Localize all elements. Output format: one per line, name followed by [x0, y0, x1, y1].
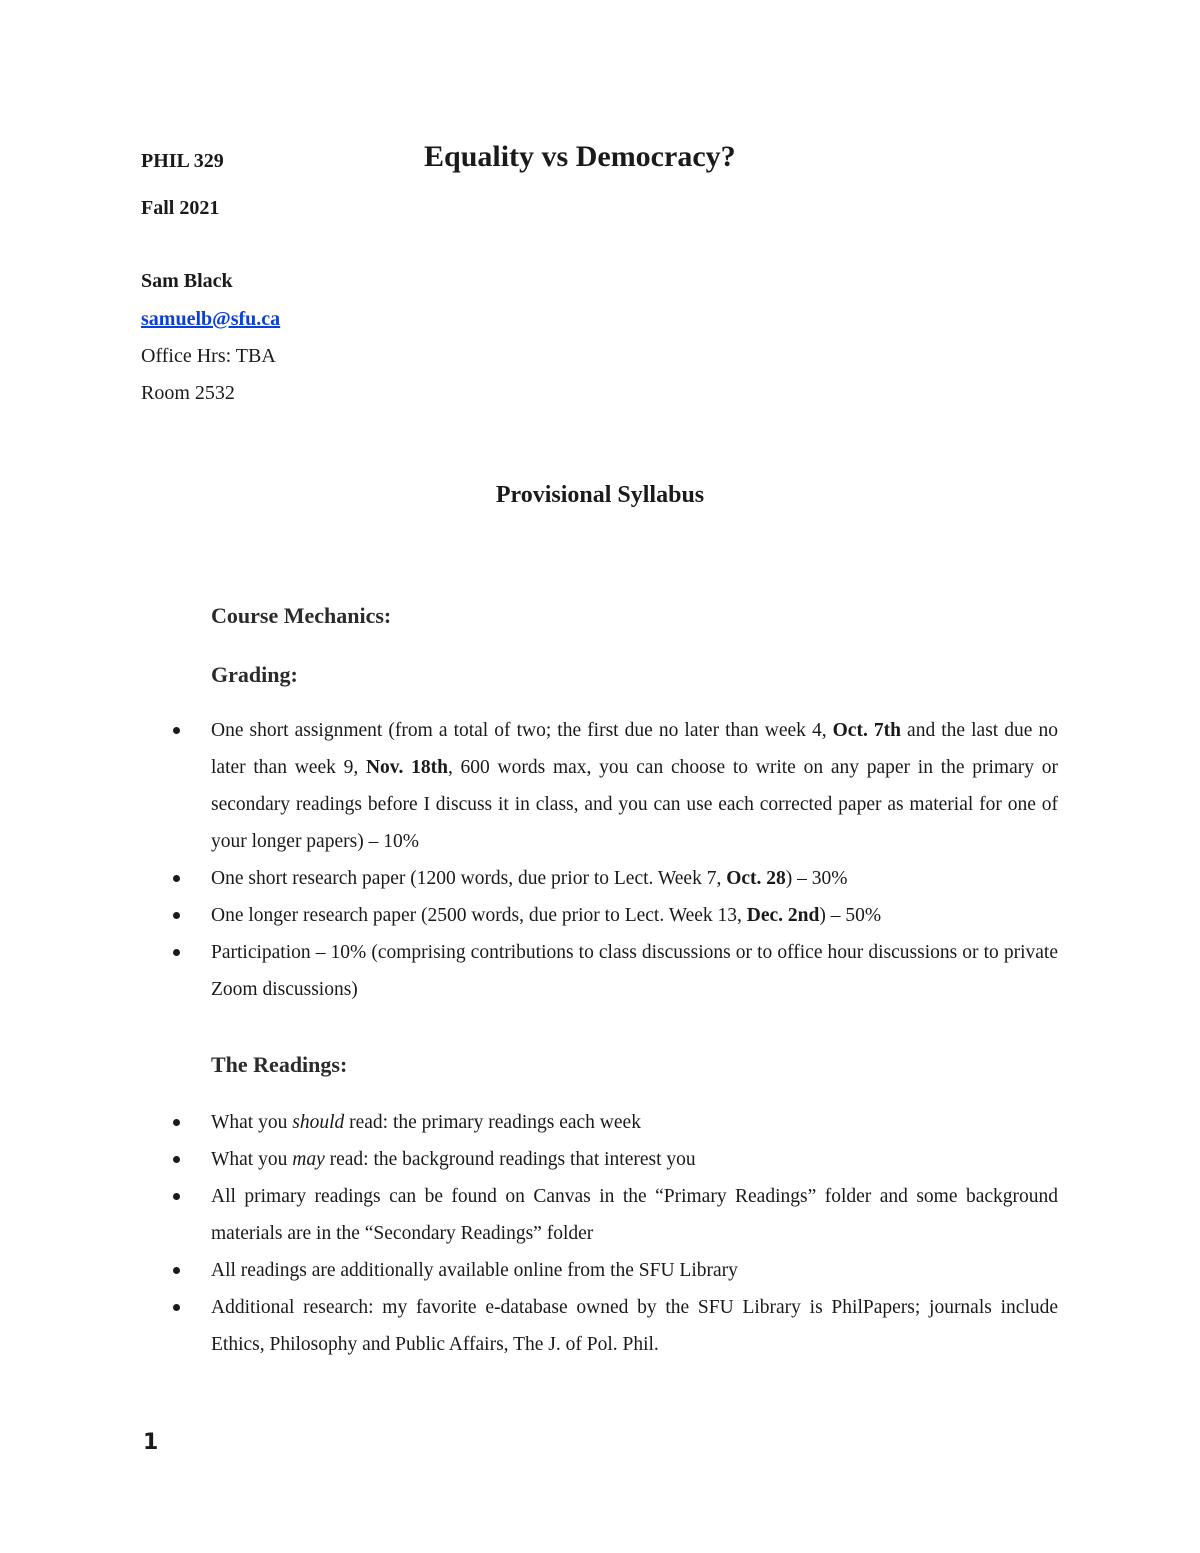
bullet-icon — [173, 912, 180, 919]
bullet-icon — [173, 1304, 180, 1311]
bullet-icon — [173, 1156, 180, 1163]
bullet-icon — [173, 949, 180, 956]
page-number: 1 — [143, 1430, 159, 1455]
term: Fall 2021 — [141, 197, 220, 219]
room-number: Room 2532 — [141, 382, 235, 404]
readings-list — [211, 1104, 1058, 1363]
office-hours: Office Hrs: TBA — [141, 345, 276, 367]
grading-item-longer-research-paper: One longer research paper (2500 words, due prior to Lect. Week 13, Dec. 2nd) – 50% — [211, 897, 1058, 934]
syllabus-title: Provisional Syllabus — [495, 482, 705, 508]
bullet-icon — [173, 1267, 180, 1274]
readings-item-may-read: What you may read: the background readings that interest you — [211, 1141, 1058, 1178]
bullet-icon — [173, 1193, 180, 1200]
readings-item-should-read: What you should read: the primary readings each week — [211, 1104, 1058, 1141]
grading-item-short-assignment: One short assignment (from a total of two; the first due no later than week 4, Oct. 7th and the last due no later than week 9, Nov. 18th, 600 words max, you can choose to write on any paper in the primary or secondary readings before I discuss it in class, and you can use each corrected paper as material for one of your longer papers) – 10% — [211, 712, 1058, 860]
readings-item-additional-research: Additional research: my favorite e-database owned by the SFU Library is PhilPapers; journals include Ethics, Philosophy and Public Affairs, The J. of Pol. Phil. — [211, 1289, 1058, 1363]
grading-item-short-research-paper: One short research paper (1200 words, due prior to Lect. Week 7, Oct. 28) – 30% — [211, 860, 1058, 897]
readings-item-library: All readings are additionally available online from the SFU Library — [211, 1252, 1058, 1289]
grading-heading: Grading: — [211, 662, 298, 687]
bullet-icon — [173, 727, 180, 734]
bullet-icon — [173, 875, 180, 882]
bullet-icon — [173, 1119, 180, 1126]
course-mechanics-heading: Course Mechanics: — [211, 603, 392, 628]
grading-list — [211, 712, 1058, 1008]
instructor-name: Sam Black — [141, 270, 233, 292]
grading-item-participation: Participation – 10% (comprising contributions to class discussions or to office hour discussions or to private Zoom discussions) — [211, 934, 1058, 1008]
email-link[interactable]: samuelb@sfu.ca — [141, 308, 281, 330]
readings-item-canvas: All primary readings can be found on Canvas in the “Primary Readings” folder and some background materials are in the “Secondary Readings” folder — [211, 1178, 1058, 1252]
course-code: PHIL 329 — [141, 150, 224, 172]
course-title: Equality vs Democracy? — [424, 140, 736, 173]
readings-heading: The Readings: — [211, 1052, 348, 1077]
